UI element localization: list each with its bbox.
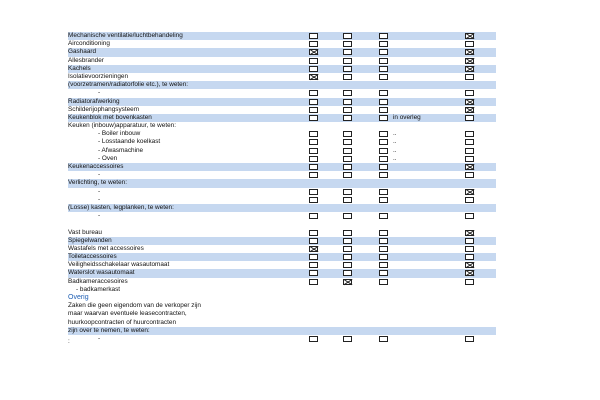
checklist-row (68, 114, 496, 122)
checkbox-col-2-unchecked[interactable] (343, 197, 352, 203)
checklist-row (68, 57, 496, 65)
checkbox-col-1-unchecked[interactable] (309, 197, 318, 203)
checkbox-col-3-unchecked[interactable] (379, 148, 388, 154)
checkbox-col-3-unchecked[interactable] (379, 139, 388, 145)
checkbox-col-1-unchecked[interactable] (309, 148, 318, 154)
row-label: - Afwasmachine (98, 146, 144, 154)
checklist-row (68, 229, 496, 237)
checkbox-col-3-unchecked[interactable] (379, 213, 388, 219)
checkbox-col-2-unchecked[interactable] (343, 164, 352, 170)
checkbox-col-1-unchecked[interactable] (309, 189, 318, 195)
checkbox-col-4-unchecked[interactable] (465, 74, 474, 80)
inventory-checklist (68, 32, 496, 343)
checklist-row (68, 130, 496, 138)
checkbox-col-1-unchecked[interactable] (309, 254, 318, 260)
checklist-row (68, 179, 496, 187)
row-label: - (98, 171, 101, 179)
row-label: huurkoopcontracten of huurcontracten (68, 318, 177, 326)
checklist-row (68, 40, 496, 48)
checkbox-col-4-unchecked[interactable] (465, 90, 474, 96)
checkbox-col-1-unchecked[interactable] (309, 270, 318, 276)
checklist-row (68, 261, 496, 269)
checkbox-col-3-unchecked[interactable] (379, 99, 388, 105)
checkbox-col-4-unchecked[interactable] (465, 156, 474, 162)
checkbox-col-4-checked[interactable] (465, 230, 474, 236)
row-label: Toiletaccessoires (68, 253, 117, 261)
checkbox-col-4-unchecked[interactable] (465, 131, 474, 137)
checkbox-col-1-checked[interactable] (309, 49, 318, 55)
row-label: - Boiler inbouw (98, 130, 141, 138)
checkbox-col-4-unchecked[interactable] (465, 148, 474, 154)
checkbox-col-1-unchecked[interactable] (309, 115, 318, 121)
checkbox-col-2-unchecked[interactable] (343, 246, 352, 252)
checkbox-col-4-unchecked[interactable] (465, 41, 474, 47)
checkbox-col-3-unchecked[interactable] (379, 90, 388, 96)
checkbox-col-2-unchecked[interactable] (343, 336, 352, 342)
checkbox-col-1-unchecked[interactable] (309, 33, 318, 39)
checkbox-col-2-unchecked[interactable] (343, 213, 352, 219)
checkbox-col-4-checked[interactable] (465, 262, 474, 268)
checkbox-col-2-unchecked[interactable] (343, 74, 352, 80)
row-label: Gashaard (68, 48, 97, 56)
section-heading: Overig (68, 294, 89, 301)
checklist-row (68, 106, 496, 114)
row-label: Waterslot wasautomaat (68, 269, 135, 277)
checkbox-col-2-unchecked[interactable] (343, 139, 352, 145)
checkbox-col-3-unchecked[interactable] (379, 66, 388, 72)
row-label: - (98, 334, 101, 342)
checklist-row (68, 269, 496, 277)
checklist-row (68, 48, 496, 56)
checkbox-col-1-unchecked[interactable] (309, 139, 318, 145)
checkbox-col-3-unchecked[interactable] (379, 238, 388, 244)
checkbox-col-3-unchecked[interactable] (379, 230, 388, 236)
checkbox-col-2-unchecked[interactable] (343, 189, 352, 195)
checkbox-col-1-unchecked[interactable] (309, 262, 318, 268)
checkbox-col-2-unchecked[interactable] (343, 262, 352, 268)
checkbox-col-2-unchecked[interactable] (343, 148, 352, 154)
row-label: - (98, 212, 101, 220)
checkbox-col-2-unchecked[interactable] (343, 90, 352, 96)
row-label: (voorzetramen/radiatorfolie etc.), te weten: (68, 81, 189, 89)
checkbox-col-2-unchecked[interactable] (343, 156, 352, 162)
checkbox-col-2-unchecked[interactable] (343, 115, 352, 121)
checkbox-col-3-unchecked[interactable] (379, 197, 388, 203)
checkbox-col-3-unchecked[interactable] (379, 107, 388, 113)
checkbox-col-4-unchecked[interactable] (465, 238, 474, 244)
checklist-row (68, 286, 496, 294)
checkbox-col-2-unchecked[interactable] (343, 172, 352, 178)
checkbox-col-1-unchecked[interactable] (309, 279, 318, 285)
row-label: zijn over te nemen, te weten: (68, 326, 150, 334)
checklist-row (68, 147, 496, 155)
checklist-row (68, 335, 496, 343)
checkbox-col-4-unchecked[interactable] (465, 336, 474, 342)
checkbox-col-2-unchecked[interactable] (343, 66, 352, 72)
row-label: maar waarvan eventuele leasecontracten, (68, 310, 187, 318)
checkbox-col-3-unchecked[interactable] (379, 58, 388, 64)
row-label: (Losse) kasten, legplanken, te weten: (68, 203, 174, 211)
checkbox-col-4-checked[interactable] (465, 49, 474, 55)
checkbox-col-1-unchecked[interactable] (309, 156, 318, 162)
trailing-mark: : (68, 338, 70, 345)
checkbox-col-3-unchecked[interactable] (379, 270, 388, 276)
checkbox-col-2-checked[interactable] (343, 279, 352, 285)
row-note: .. (393, 154, 397, 162)
checklist-row (68, 302, 496, 310)
checklist-row (68, 237, 496, 245)
checkbox-col-1-unchecked[interactable] (309, 41, 318, 47)
checkbox-col-2-unchecked[interactable] (343, 230, 352, 236)
checkbox-col-1-unchecked[interactable] (309, 90, 318, 96)
checkbox-col-4-checked[interactable] (465, 107, 474, 113)
row-label: Mechanische ventilatie/luchtbehandeling (68, 32, 183, 39)
checkbox-col-4-unchecked[interactable] (465, 139, 474, 145)
checkbox-col-4-unchecked[interactable] (465, 172, 474, 178)
row-label: Spiegelwanden (68, 236, 112, 244)
checklist-row (68, 155, 496, 163)
checkbox-col-2-unchecked[interactable] (343, 131, 352, 137)
row-label: - badkamerkast (76, 285, 121, 293)
row-label: Radiatorafwerking (68, 97, 120, 105)
checkbox-col-4-checked[interactable] (465, 164, 474, 170)
row-label: Wastafels met accessoires (68, 244, 144, 252)
row-label: Zaken die geen eigendom van de verkoper zijn (68, 302, 201, 310)
checklist-row (68, 163, 496, 171)
checklist-row (68, 65, 496, 73)
row-label: - (98, 187, 101, 195)
checkbox-col-1-unchecked[interactable] (309, 164, 318, 170)
checklist-row (68, 220, 496, 228)
checkbox-col-1-checked[interactable] (309, 246, 318, 252)
checkbox-col-2-unchecked[interactable] (343, 254, 352, 260)
checkbox-col-2-unchecked[interactable] (343, 99, 352, 105)
checklist-row (68, 171, 496, 179)
checkbox-col-4-checked[interactable] (465, 33, 474, 39)
checkbox-col-3-unchecked[interactable] (379, 115, 388, 121)
checkbox-col-1-unchecked[interactable] (309, 131, 318, 137)
checklist-row (68, 319, 496, 327)
row-label: Verlichting, te weten: (68, 179, 127, 187)
checkbox-col-1-unchecked[interactable] (309, 336, 318, 342)
checkbox-col-3-unchecked[interactable] (379, 131, 388, 137)
row-label: Vast bureau (68, 228, 102, 236)
row-note: in overleg (393, 113, 421, 121)
checkbox-col-1-unchecked[interactable] (309, 66, 318, 72)
checkbox-col-1-unchecked[interactable] (309, 172, 318, 178)
checkbox-col-2-unchecked[interactable] (343, 49, 352, 55)
checkbox-col-3-unchecked[interactable] (379, 254, 388, 260)
checkbox-col-1-unchecked[interactable] (309, 99, 318, 105)
checkbox-col-3-unchecked[interactable] (379, 156, 388, 162)
row-label: - Oven (98, 154, 118, 162)
checkbox-col-3-unchecked[interactable] (379, 189, 388, 195)
row-label: Keukenaccessoires (68, 163, 124, 170)
checkbox-col-4-checked[interactable] (465, 66, 474, 72)
row-label: Keukenblok met bovenkasten (68, 113, 152, 121)
checkbox-col-4-unchecked[interactable] (465, 279, 474, 285)
checkbox-col-3-unchecked[interactable] (379, 172, 388, 178)
checkbox-col-2-unchecked[interactable] (343, 107, 352, 113)
checkbox-col-4-checked[interactable] (465, 58, 474, 64)
checkbox-col-4-unchecked[interactable] (465, 213, 474, 219)
row-note: .. (393, 130, 397, 138)
checkbox-col-1-unchecked[interactable] (309, 238, 318, 244)
checkbox-col-3-unchecked[interactable] (379, 336, 388, 342)
checklist-row (68, 294, 496, 302)
checkbox-col-4-checked[interactable] (465, 189, 474, 195)
checklist-row (68, 32, 496, 40)
checkbox-col-2-unchecked[interactable] (343, 270, 352, 276)
checklist-row (68, 89, 496, 97)
checklist-row (68, 81, 496, 89)
row-label: Allesbrander (68, 56, 104, 64)
row-label: Veiligheidsschakelaar wasautomaat (68, 261, 170, 269)
checkbox-col-1-unchecked[interactable] (309, 58, 318, 64)
checkbox-col-4-checked[interactable] (465, 270, 474, 276)
checklist-row (68, 278, 496, 286)
checklist-row (68, 98, 496, 106)
checkbox-col-3-unchecked[interactable] (379, 33, 388, 39)
checkbox-col-4-checked[interactable] (465, 99, 474, 105)
checklist-row (68, 196, 496, 204)
row-label: Schilderijophangsysteem (68, 105, 140, 113)
checklist-row (68, 204, 496, 212)
checkbox-col-3-unchecked[interactable] (379, 41, 388, 47)
checkbox-col-1-unchecked[interactable] (309, 213, 318, 219)
checklist-row (68, 188, 496, 196)
checklist-row (68, 245, 496, 253)
row-label: - (98, 89, 101, 97)
row-label: Airconditioning (68, 40, 110, 48)
checkbox-col-2-unchecked[interactable] (343, 58, 352, 64)
checkbox-col-3-unchecked[interactable] (379, 49, 388, 55)
checkbox-col-1-checked[interactable] (309, 74, 318, 80)
checkbox-col-3-unchecked[interactable] (379, 262, 388, 268)
checklist-row (68, 73, 496, 81)
checkbox-col-4-unchecked[interactable] (465, 115, 474, 121)
checkbox-col-4-unchecked[interactable] (465, 246, 474, 252)
checkbox-col-2-unchecked[interactable] (343, 41, 352, 47)
checklist-row (68, 253, 496, 261)
checkbox-col-4-unchecked[interactable] (465, 254, 474, 260)
checklist-row (68, 122, 496, 130)
checklist-row (68, 138, 496, 146)
checkbox-col-3-unchecked[interactable] (379, 74, 388, 80)
checkbox-col-2-unchecked[interactable] (343, 238, 352, 244)
row-label: - (98, 195, 101, 203)
row-label: Isolatievoorzieningen (68, 72, 129, 80)
checklist-row (68, 327, 496, 335)
checkbox-col-1-unchecked[interactable] (309, 230, 318, 236)
row-label: Keuken (inbouw)apparatuur, te weten: (68, 122, 177, 130)
row-label: Badkameraccesoires (68, 277, 128, 285)
row-note: .. (393, 146, 397, 154)
checklist-row (68, 310, 496, 318)
checkbox-col-3-unchecked[interactable] (379, 164, 388, 170)
checkbox-col-2-unchecked[interactable] (343, 33, 352, 39)
checkbox-col-3-unchecked[interactable] (379, 246, 388, 252)
row-note: .. (393, 138, 397, 146)
checklist-row (68, 212, 496, 220)
checkbox-col-3-unchecked[interactable] (379, 279, 388, 285)
checkbox-col-4-unchecked[interactable] (465, 197, 474, 203)
row-label: Kachels (68, 64, 91, 72)
checkbox-col-1-unchecked[interactable] (309, 107, 318, 113)
row-label: - Losstaande koelkast (98, 138, 161, 146)
